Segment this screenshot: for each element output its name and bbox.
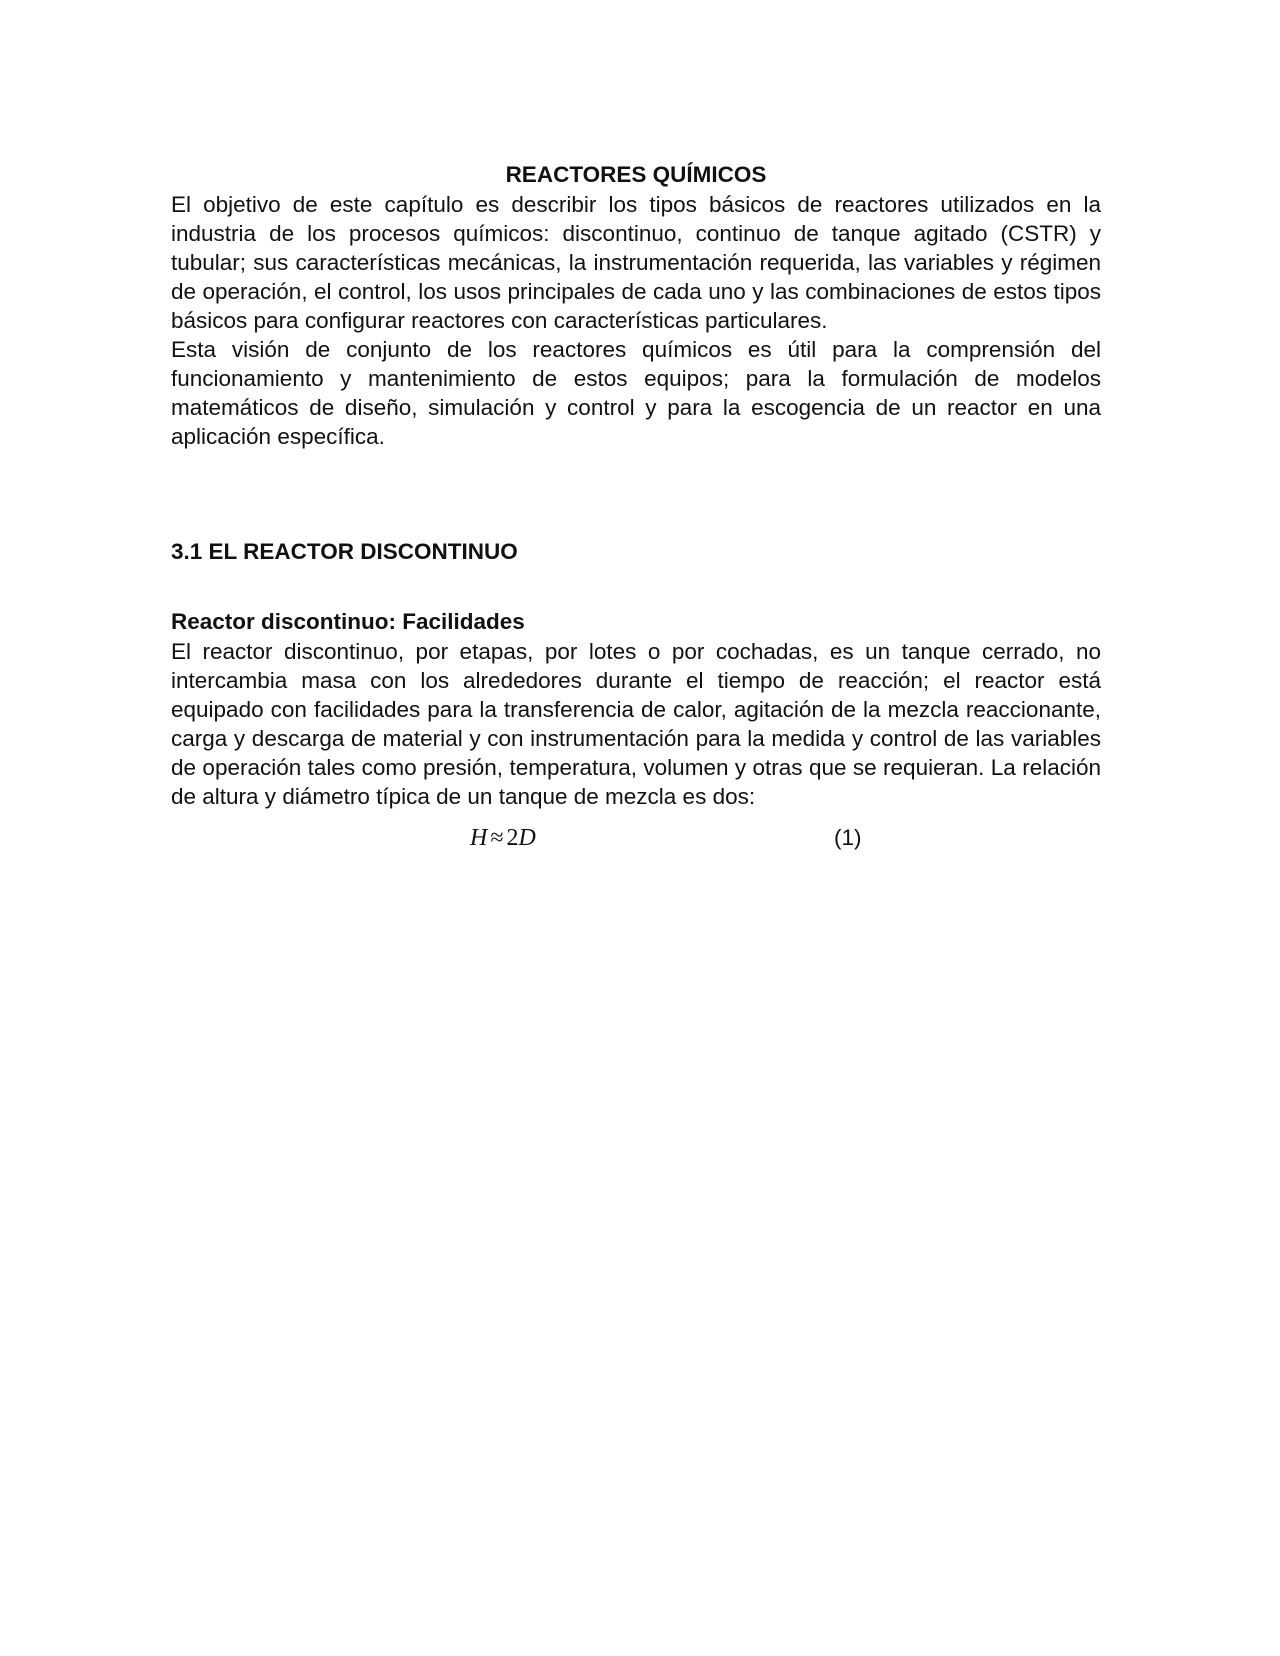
intro-paragraph-1: El objetivo de este capítulo es describir los tipos básicos de reactores utilizados en la industria de los procesos químicos: discontinuo, continuo de tanque agitado (CSTR) y tubular; sus características mecánicas, la instrumentación requerida, las variables y régimen de operación, el control, los usos principales de cada uno y las combinaciones de estos tipos básicos para configurar reactores con características particulares. bbox=[171, 192, 1101, 333]
equation-operator: ≈ bbox=[490, 825, 504, 851]
equation-coefficient: 2 bbox=[506, 825, 519, 851]
document-title: REACTORES QUÍMICOS bbox=[505, 162, 767, 187]
equation-row bbox=[171, 819, 1101, 859]
page-content bbox=[171, 160, 1101, 859]
equation-lhs: H bbox=[470, 825, 488, 851]
section-heading: 3.1 EL REACTOR DISCONTINUO bbox=[171, 539, 518, 564]
section-paragraph: El reactor discontinuo, por etapas, por lotes o por cochadas, es un tanque cerrado, no intercambia masa con los alrededores durante el tiempo de reacción; el reactor está equipado con facilidades para la transferencia de calor, agitación de la mezcla reaccionante, carga y descarga de material y con instrumentación para la medida y control de las variables de operación tales como presión, temperatura, volumen y otras que se requieran. La relación de altura y diámetro típica de un tanque de mezcla es dos: bbox=[171, 639, 1101, 809]
equation-number: (1) bbox=[834, 825, 862, 850]
intro-paragraph-2: Esta visión de conjunto de los reactores químicos es útil para la comprensión del funcionamiento y mantenimiento de estos equipos; para la formulación de modelos matemáticos de diseño, simulación y control y para la escogencia de un reactor en una aplicación específica. bbox=[171, 337, 1101, 449]
equation bbox=[470, 823, 536, 853]
equation-rhs: D bbox=[518, 825, 536, 851]
subsection-heading: Reactor discontinuo: Facilidades bbox=[171, 609, 525, 634]
